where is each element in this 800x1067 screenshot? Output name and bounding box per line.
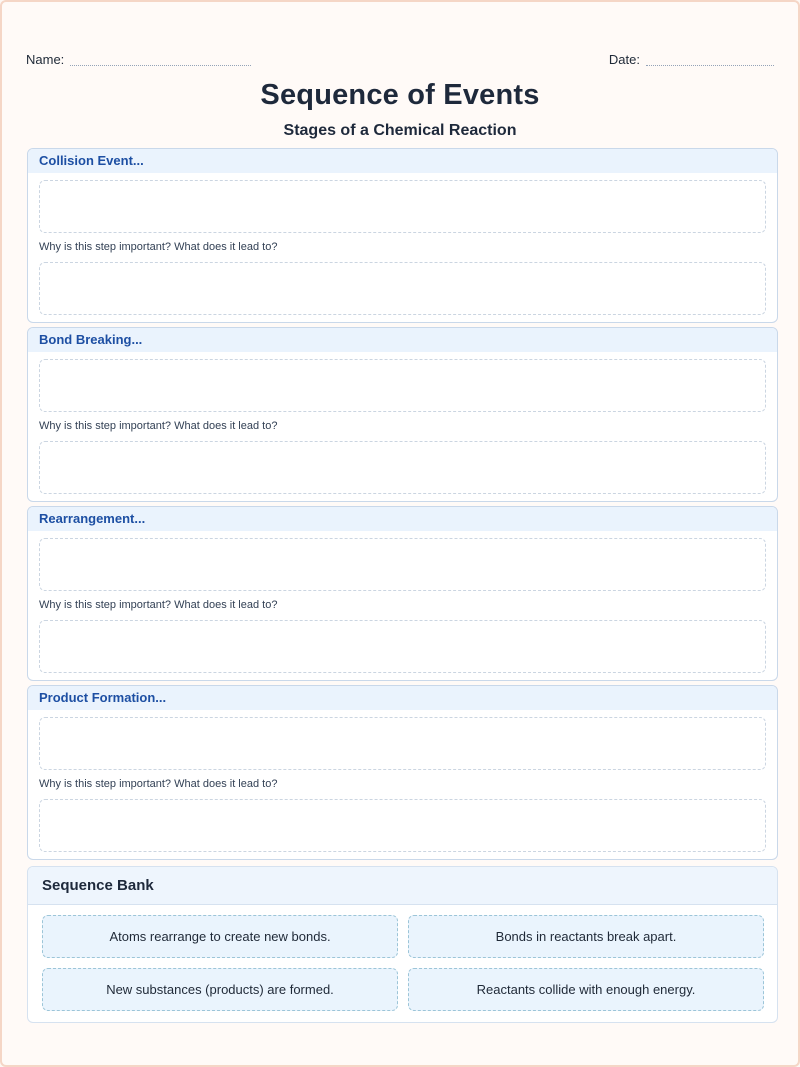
step-answer-box[interactable] [39,180,766,233]
sequence-bank [27,866,778,1023]
sequence-bank-grid [42,915,764,1011]
importance-answer-box[interactable] [39,441,766,494]
importance-answer-box[interactable] [39,799,766,852]
sequence-card[interactable]: Atoms rearrange to create new bonds. [42,915,398,958]
date-line[interactable] [646,54,774,66]
step-prompt: Why is this step important? What does it lead to? [39,778,278,790]
step-answer-box[interactable] [39,359,766,412]
step-answer-box[interactable] [39,717,766,770]
step-card-product-formation [27,685,778,860]
step-heading: Product Formation... [28,686,777,710]
sequence-card[interactable]: Bonds in reactants break apart. [408,915,764,958]
page-subtitle: Stages of a Chemical Reaction [283,122,517,139]
sequence-bank-title: Sequence Bank [28,867,777,905]
name-label: Name: [26,52,65,67]
step-heading: Collision Event... [28,149,777,173]
step-card-collision [27,148,778,323]
step-heading: Rearrangement... [28,507,777,531]
sequence-card[interactable]: Reactants collide with enough energy. [408,968,764,1011]
step-card-rearrangement [27,506,778,681]
name-line[interactable] [70,54,251,66]
step-prompt: Why is this step important? What does it lead to? [39,599,278,611]
step-prompt: Why is this step important? What does it lead to? [39,420,278,432]
importance-answer-box[interactable] [39,620,766,673]
date-label: Date: [608,52,640,67]
date-field[interactable] [609,49,774,67]
step-heading: Bond Breaking... [28,328,777,352]
importance-answer-box[interactable] [39,262,766,315]
step-prompt: Why is this step important? What does it lead to? [39,241,278,253]
step-card-bond-breaking [27,327,778,502]
name-date-row [26,49,774,67]
name-field[interactable] [26,49,251,67]
step-answer-box[interactable] [39,538,766,591]
sequence-card[interactable]: New substances (products) are formed. [42,968,398,1011]
page-title: Sequence of Events [260,79,540,111]
